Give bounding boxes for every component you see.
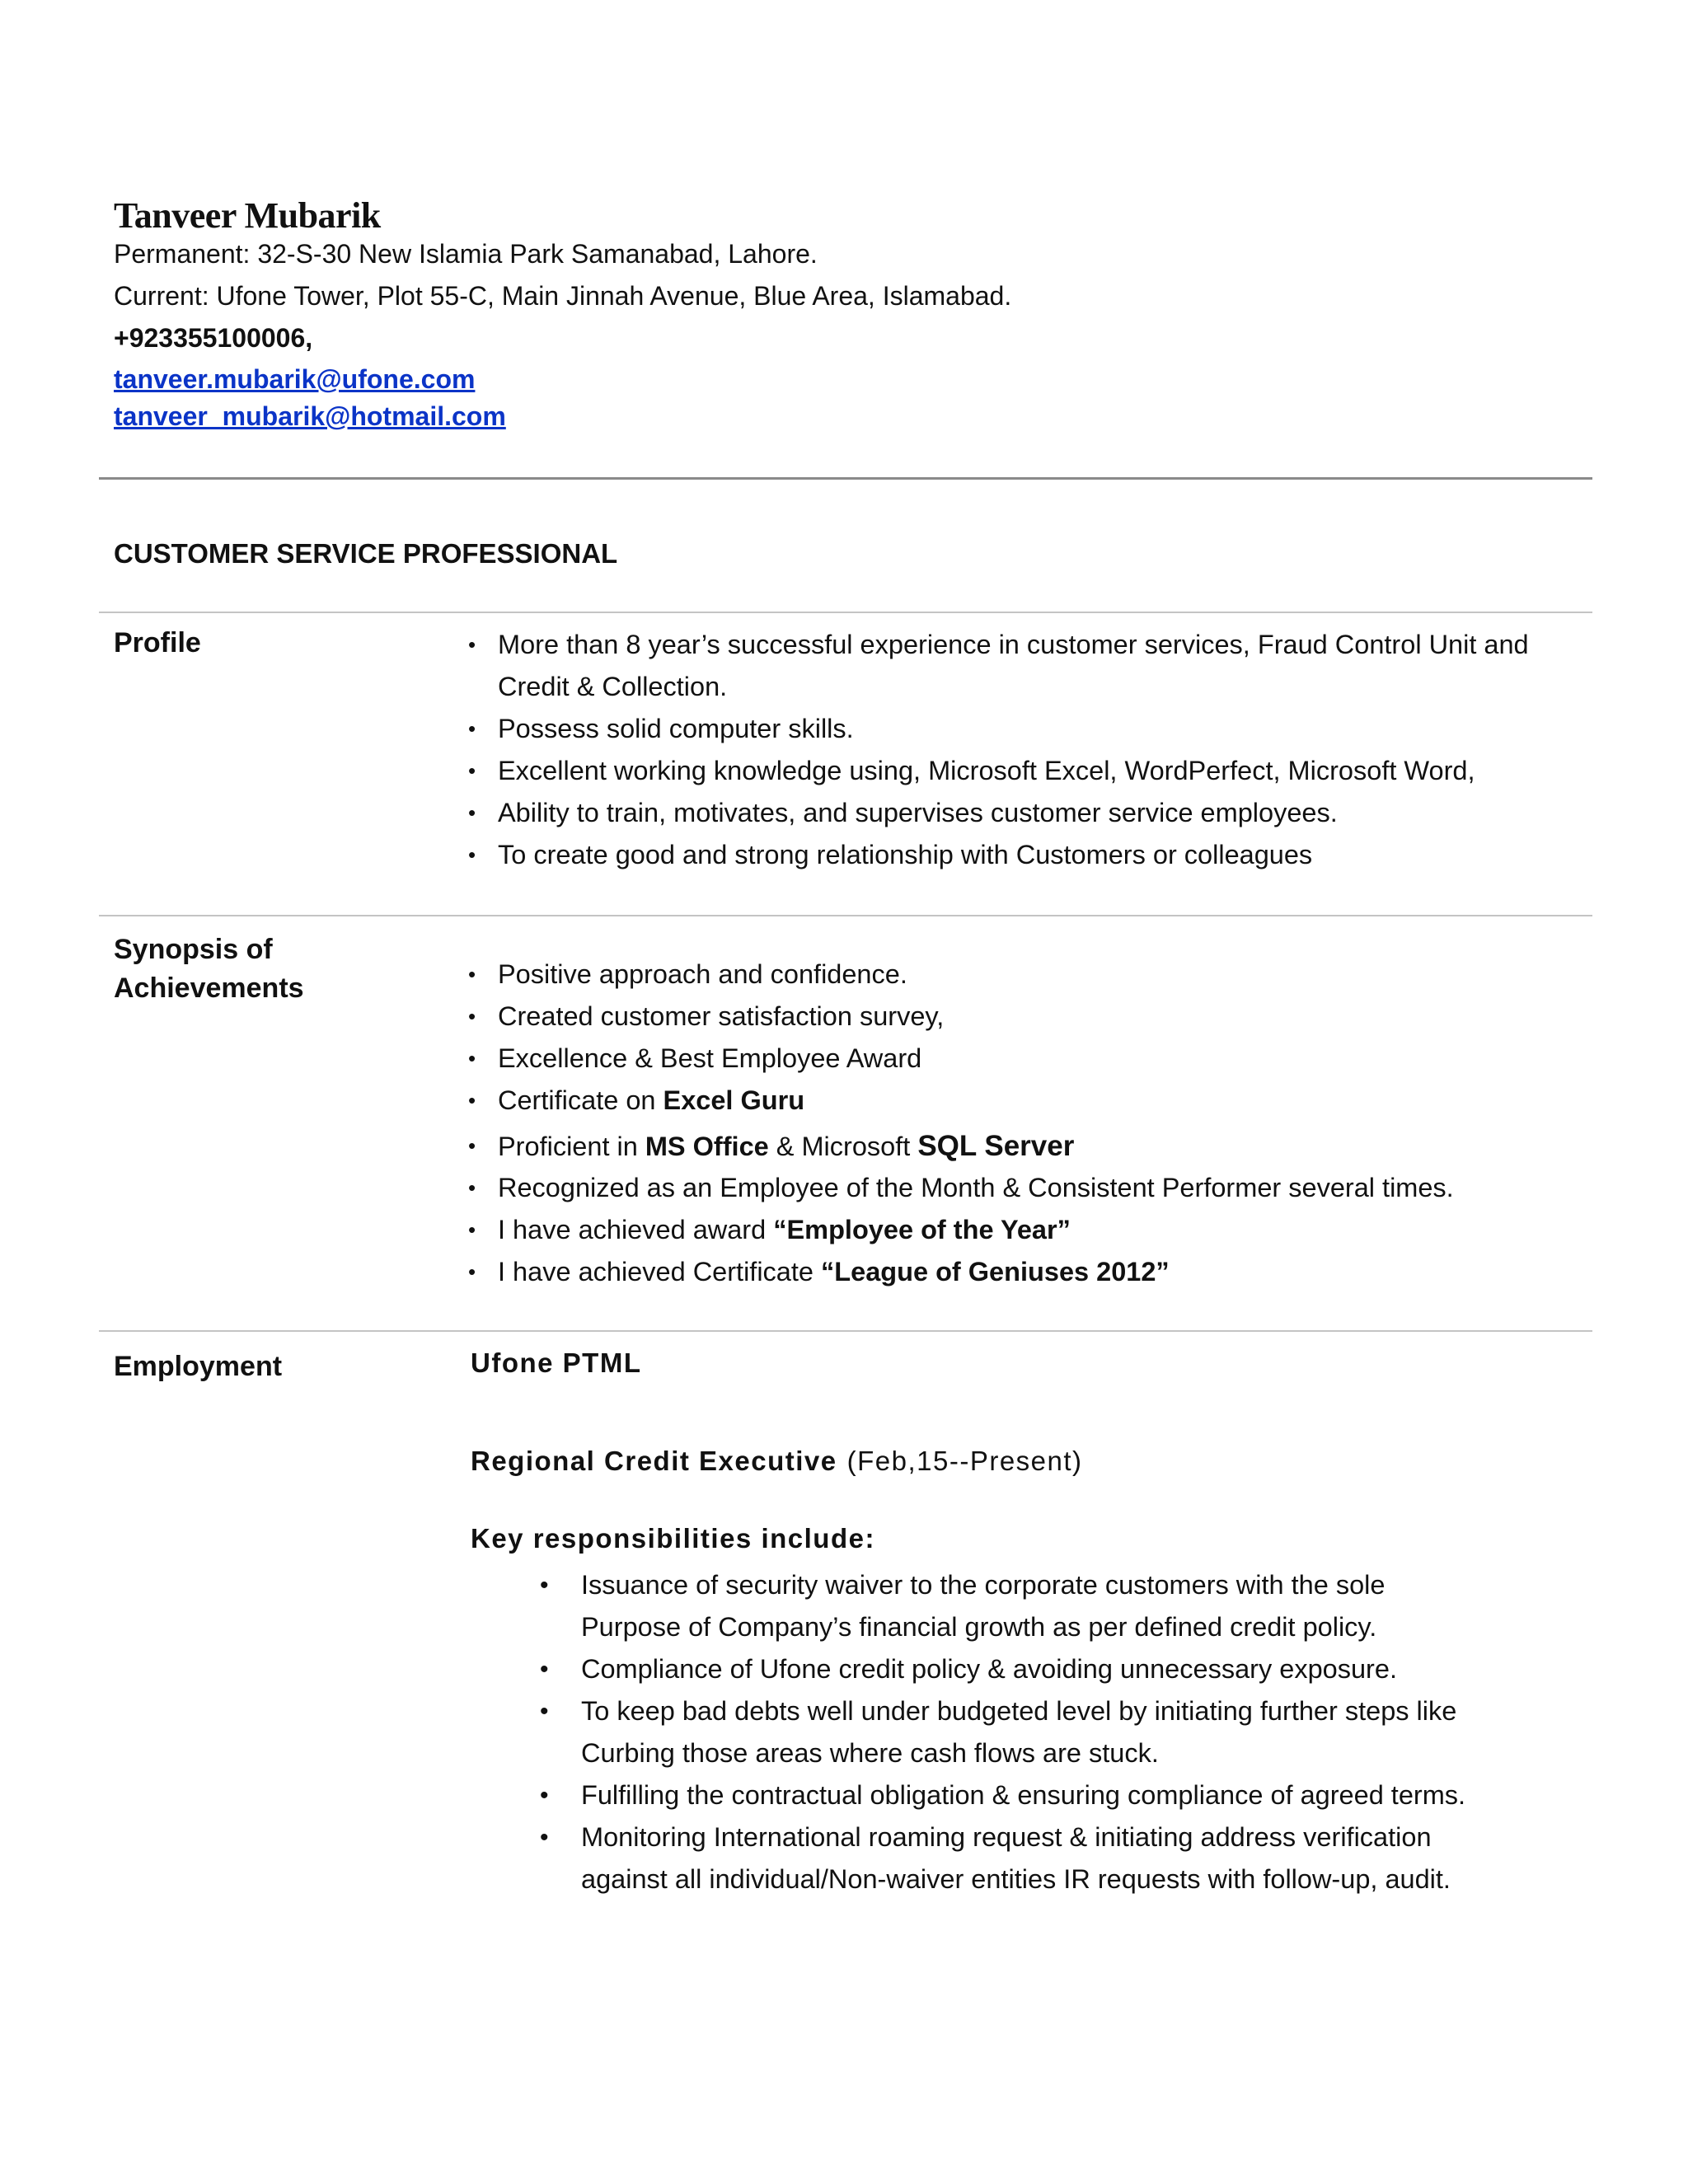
list-item: • I have achieved award “Employee of the Year”	[498, 1209, 1454, 1251]
email-link-ufone[interactable]: tanveer.mubarik@ufone.com	[114, 364, 476, 394]
candidate-name: Tanveer Mubarik	[114, 195, 381, 236]
list-item: • More than 8 year’s successful experience in customer services, Fraud Control Unit and	[498, 624, 1529, 666]
header-divider	[99, 477, 1592, 480]
email-link-hotmail[interactable]: tanveer_mubarik@hotmail.com	[114, 401, 506, 431]
list-item: • To keep bad debts well under budgeted level by initiating further steps like Curbing those areas where cash flows are stuck.	[581, 1690, 1465, 1774]
list-item: • Excellence & Best Employee Award	[498, 1038, 1454, 1080]
list-item: • Issuance of security waiver to the corporate customers with the sole Purpose of Company’s financial growth as per defined credit policy.	[581, 1564, 1465, 1648]
list-item: • Compliance of Ufone credit policy & avoiding unnecessary exposure.	[581, 1648, 1465, 1690]
list-item: • Fulfilling the contractual obligation & ensuring compliance of agreed terms.	[581, 1774, 1465, 1816]
employment-label: Employment	[114, 1351, 283, 1382]
phone-number: +923355100006,	[114, 323, 313, 353]
profile-list	[498, 624, 1529, 876]
job-dates: (Feb,15--Present)	[846, 1446, 1083, 1476]
list-item: • Created customer satisfaction survey,	[498, 996, 1454, 1038]
list-item: • Positive approach and confidence.	[498, 954, 1454, 996]
company-name: Ufone PTML	[471, 1347, 642, 1378]
section-divider	[99, 915, 1592, 916]
list-item: • To create good and strong relationship with Customers or colleagues	[498, 834, 1529, 876]
list-item: • Proficient in MS Office & Microsoft SQL Server	[498, 1125, 1454, 1167]
section-divider	[99, 612, 1592, 613]
list-item-continuation: Credit & Collection.	[498, 672, 728, 701]
list-item: • I have achieved Certificate “League of Geniuses 2012”	[498, 1251, 1454, 1293]
list-item: • Ability to train, motivates, and supervises customer service employees.	[498, 792, 1529, 834]
permanent-address: Permanent: 32-S-30 New Islamia Park Samanabad, Lahore.	[114, 239, 818, 269]
current-address: Current: Ufone Tower, Plot 55-C, Main Jinnah Avenue, Blue Area, Islamabad.	[114, 281, 1012, 311]
responsibilities-list	[581, 1564, 1465, 1900]
profile-label: Profile	[114, 627, 201, 658]
list-item: • Monitoring International roaming request & initiating address verification against all individual/Non-waiver entities IR requests with follow-up, audit.	[581, 1816, 1465, 1900]
list-item: • Recognized as an Employee of the Month & Consistent Performer several times.	[498, 1167, 1454, 1209]
responsibilities-heading: Key responsibilities include:	[471, 1523, 875, 1554]
achievements-list	[498, 954, 1454, 1293]
section-divider	[99, 1330, 1592, 1332]
job-title: Regional Credit Executive (Feb,15--Present)	[471, 1446, 1083, 1476]
list-item: • Excellent working knowledge using, Microsoft Excel, WordPerfect, Microsoft Word,	[498, 750, 1529, 792]
achievements-label: Synopsis of Achievements	[114, 934, 304, 1004]
objective-heading: CUSTOMER SERVICE PROFESSIONAL	[114, 538, 618, 569]
list-item: • Certificate on Excel Guru	[498, 1080, 1454, 1125]
list-item: • Possess solid computer skills.	[498, 708, 1529, 750]
